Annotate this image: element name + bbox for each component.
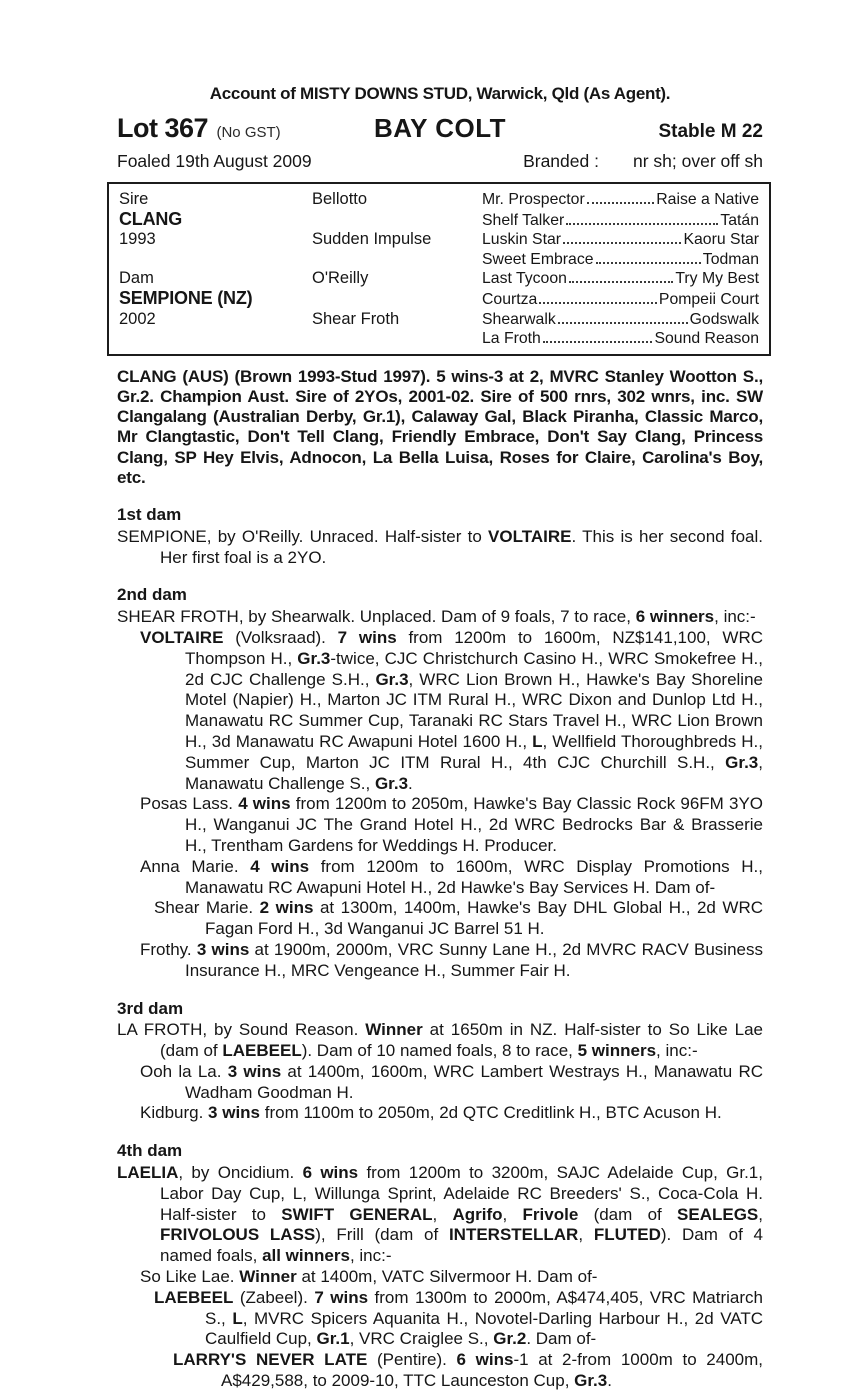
pedigree-ancestor-pair [482, 311, 759, 330]
emphasized-text: L [232, 1308, 243, 1328]
emphasized-text: 7 wins [314, 1287, 369, 1307]
entry-text: , [578, 1225, 594, 1245]
pedigree-horse-name: SEMPIONE (NZ) [119, 287, 253, 308]
entry-text: , [432, 1204, 453, 1224]
ancestor-sire-name: Kaoru Star [683, 231, 759, 249]
entry-text: SHEAR FROTH, by Shearwalk. Unplaced. Dam of 9 foals, 7 to race, [117, 607, 636, 627]
ancestor-name: Sweet Embrace [482, 250, 594, 268]
ancestor-sire-name: Pompeii Court [658, 290, 759, 308]
emphasized-text: Gr.3 [375, 669, 409, 689]
pedigree-row [119, 269, 759, 289]
entry-text: at 1650m in NZ. Half-sister to So Like Lae (dam of [160, 1020, 764, 1061]
pedigree-entry [117, 527, 763, 569]
stable-number: Stable M 22 [658, 121, 763, 142]
pedigree-row [119, 190, 759, 210]
ancestor-name: Luskin Star [482, 231, 562, 249]
pedigree-entry [117, 1350, 763, 1392]
emphasized-text: 6 winners [635, 607, 715, 627]
entry-text: ), Frill (dam of [315, 1225, 449, 1245]
emphasized-text: Gr.2 [493, 1329, 527, 1349]
entry-text: ). Dam of 4 named foals, [160, 1225, 764, 1266]
pedigree-entry [117, 1163, 763, 1267]
dotted-leader [566, 223, 718, 225]
emphasized-text: Gr.3 [574, 1371, 608, 1391]
dotted-leader [563, 242, 681, 244]
emphasized-text: 3 wins [196, 939, 250, 959]
entry-text: from 1200m to 1600m, WRC Display Promotions H., Manawatu RC Awapuni Hotel H., 2d Hawke's Bay Services H. Dam of- [185, 856, 764, 897]
pedigree-entry [117, 1103, 763, 1124]
emphasized-text: LAEBEEL [222, 1041, 302, 1061]
entry-text: (dam of [578, 1204, 678, 1224]
foaled-date: Foaled 19th August 2009 [117, 151, 312, 171]
emphasized-text: LAEBEEL [154, 1287, 234, 1307]
emphasized-text: 2 wins [259, 898, 314, 918]
pedigree-row [119, 289, 759, 310]
dotted-leader [558, 322, 688, 324]
branded-value: nr sh; over off sh [632, 151, 763, 171]
ancestor-sire-name: Todman [702, 250, 759, 268]
pedigree-entry [117, 898, 763, 940]
dotted-leader [543, 341, 653, 343]
foaled-row [117, 151, 763, 172]
dotted-leader [569, 281, 673, 283]
pedigree-entry [117, 940, 763, 982]
dam-section-heading: 2nd dam [117, 585, 187, 605]
emphasized-text: 6 wins [456, 1350, 514, 1370]
entry-text: , by Oncidium. [178, 1163, 303, 1183]
entry-text: LA FROTH, by Sound Reason. [117, 1020, 366, 1040]
entry-text: . Dam of- [526, 1329, 597, 1349]
entry-text: (Pentire). [367, 1350, 457, 1370]
emphasized-text: Gr.3 [297, 648, 331, 668]
emphasized-text: 6 wins [302, 1163, 359, 1183]
dam-section-heading: 1st dam [117, 504, 182, 524]
branded-label: Branded : [523, 151, 599, 171]
ancestor-sire-name: Godswalk [689, 310, 759, 328]
emphasized-text: FRIVOLOUS LASS [160, 1225, 316, 1245]
pedigree-grandparent [312, 211, 482, 230]
entry-text: , Wellfield Thoroughbreds H., Summer Cup, Marton JC ITM Rural H., 4th CJC Churchill S.H., [185, 731, 763, 772]
emphasized-text: Agrifo [452, 1204, 503, 1224]
entry-text: Shear Marie. [154, 898, 260, 918]
ancestor-sire-name: Raise a Native [656, 191, 759, 208]
ancestor-sire-name: Sound Reason [654, 330, 759, 348]
pedigree-grandparent [312, 329, 482, 348]
pedigree-grandparent: O'Reilly [312, 269, 369, 288]
pedigree-grandparent [312, 290, 482, 309]
page-content [117, 84, 763, 1392]
pedigree-grandparent: Sudden Impulse [312, 230, 432, 249]
pedigree-ancestor-pair [482, 212, 759, 231]
entry-text: at 1300m, 1400m, Hawke's Bay DHL Global H., 2d WRC Fagan Ford H., 3d Wanganui JC Barrel 51 H. [205, 898, 763, 939]
pedigree-row [119, 310, 759, 330]
entry-text: Posas Lass. [140, 794, 239, 814]
pedigree-ancestor-pair [482, 191, 759, 210]
pedigree-ancestor-pair [482, 330, 759, 349]
lot-row [117, 113, 763, 144]
entry-text: at 1900m, 2000m, VRC Sunny Lane H., 2d MVRC RACV Business Insurance H., MRC Vengeance H., Summer Fair H. [185, 939, 763, 980]
pedigree-entry [117, 857, 763, 899]
pedigree-col1: 2002 [119, 309, 156, 328]
pedigree-grandparent: Bellotto [312, 190, 368, 208]
entry-text: , MVRC Spicers Aquanita H., Novotel-Darling Harbour H., 2d VATC Caulfield Cup, [205, 1308, 764, 1349]
emphasized-text: 5 winners [577, 1041, 657, 1061]
entry-text: -1 at 2-from 1000m to 2400m, A$429,588, to 2009-10, TTC Launceston Cup, [221, 1350, 764, 1391]
emphasized-text: FLUTED [593, 1225, 661, 1245]
entry-text: SEMPIONE, by O'Reilly. Unraced. Half-sister to [117, 526, 489, 546]
entry-text: ). Dam of 10 named foals, 8 to race, [301, 1041, 578, 1061]
branded-group [523, 151, 763, 172]
emphasized-text: 4 wins [250, 856, 310, 876]
pedigree-row [119, 230, 759, 250]
entry-text: , [502, 1204, 523, 1224]
entry-text: , [758, 1204, 763, 1224]
dam-section-heading: 4th dam [117, 1141, 183, 1161]
emphasized-text: SEALEGS [677, 1204, 759, 1224]
pedigree-row [119, 329, 759, 349]
pedigree-entry [117, 1288, 763, 1350]
sire-summary: CLANG (AUS) (Brown 1993-Stud 1997). 5 wins-3 at 2, MVRC Stanley Wootton S., Gr.2. Champion Aust. Sire of 2YOs, 2001-02. Sire of 500 rnrs, 302 wnrs, inc. SW Clangalang (Australian Derby, Gr.1), Calaway Gal, Black Piranha, Classic Marco, Mr Clangtastic, Don't Tell Clang, Friendly Embrace, Don't Say Clang, Princess Clang, SP Hey Elvis, Adnocon, La Bella Luisa, Roses for Claire, Carolina's Boy, etc. [117, 366, 763, 487]
pedigree-grandparent [312, 250, 482, 269]
pedigree-table [107, 182, 771, 356]
pedigree-row [119, 210, 759, 231]
entry-text: , inc:- [656, 1041, 698, 1061]
entry-text: , inc:- [349, 1246, 392, 1266]
ancestor-name: La Froth [482, 330, 541, 348]
pedigree-ancestor-pair [482, 291, 759, 310]
emphasized-text: L [532, 731, 543, 751]
lot-left [117, 113, 347, 144]
pedigree-grandparent: Shear Froth [312, 309, 400, 328]
ancestor-sire-name: Try My Best [675, 270, 759, 288]
dotted-leader [587, 202, 655, 204]
entry-text: at 1400m, VATC Silvermoor H. Dam of- [296, 1267, 598, 1287]
pedigree-entry [117, 1267, 763, 1288]
emphasized-text: Gr.3 [725, 752, 759, 772]
pedigree-ancestor-pair [482, 251, 759, 270]
ancestor-sire-name: Tatán [720, 211, 759, 229]
emphasized-text: Gr.1 [316, 1329, 350, 1349]
emphasized-text: LAELIA [117, 1163, 179, 1183]
entry-text: from 1200m to 2050m, Hawke's Bay Classic Rock 96FM 3YO H., Wanganui JC The Grand Hotel H., 2d WRC Bedrocks Bar & Brasserie H., Trentham Gardens for Weddings H. Producer. [185, 794, 764, 855]
emphasized-text: LARRY'S NEVER LATE [173, 1350, 368, 1370]
ancestor-name: Last Tycoon [482, 270, 567, 288]
pedigree-ancestor-pair [482, 270, 759, 289]
dotted-leader [596, 262, 701, 264]
entry-text: , inc:- [714, 607, 756, 627]
entry-text: , WRC Lion Brown H., Hawke's Bay Shoreline Motel (Napier) H., Marton JC ITM Rural H., WRC Dixon and Dunlop Ltd H., Manawatu RC Summer Cup, Taranaki RC Stars Travel H., WRC Lion Brown H., 3d Manawatu RC Awapuni Hotel 1600 H., [185, 669, 763, 751]
account-line: Account of MISTY DOWNS STUD, Warwick, Qld (As Agent). [209, 84, 671, 103]
emphasized-text: 3 wins [208, 1103, 261, 1123]
pedigree-entry [117, 607, 763, 628]
ancestor-name: Mr. Prospector [482, 191, 585, 208]
emphasized-text: 7 wins [337, 627, 397, 647]
entry-text: So Like Lae. [140, 1267, 240, 1287]
ancestor-name: Shearwalk [482, 310, 556, 328]
emphasized-text: Gr.3 [374, 773, 409, 793]
gst-note: (No GST) [216, 124, 281, 141]
pedigree-ancestor-pair [482, 231, 759, 250]
pedigree-horse-name: CLANG [119, 208, 182, 229]
entry-text: Ooh la La. [140, 1061, 228, 1081]
entry-text: . This is her second foal. Her first foal is a 2YO. [160, 526, 763, 567]
emphasized-text: 4 wins [238, 794, 291, 814]
entry-text: , VRC Craiglee S., [349, 1329, 494, 1349]
entry-text: from 1300m to 2000m, A$474,405, VRC Matriarch S., [205, 1287, 763, 1328]
pedigree-entry [117, 1020, 763, 1062]
dam-section-heading: 3rd dam [117, 998, 184, 1018]
dam-sections [117, 505, 763, 1392]
emphasized-text: VOLTAIRE [140, 627, 224, 647]
emphasized-text: Frivole [522, 1204, 579, 1224]
ancestor-name: Shelf Talker [482, 211, 565, 229]
entry-text: , Manawatu Challenge S., [185, 752, 763, 793]
entry-text: . [607, 1371, 612, 1391]
entry-text: Kidburg. [140, 1103, 209, 1123]
emphasized-text: VOLTAIRE [488, 526, 572, 546]
entry-text: -twice, CJC Christchurch Casino H., WRC Smokefree H., 2d CJC Challenge S.H., [185, 648, 763, 689]
pedigree-col1 [119, 329, 312, 348]
lot-number: Lot 367 [117, 113, 209, 143]
pedigree-entry [117, 1062, 763, 1104]
pedigree-col1: Dam [119, 269, 154, 288]
pedigree-col1: 1993 [119, 230, 156, 249]
emphasized-text: Winner [239, 1267, 297, 1287]
ancestor-name: Courtza [482, 290, 538, 308]
emphasized-text: SWIFT GENERAL [281, 1204, 433, 1224]
entry-text: . [408, 773, 413, 793]
pedigree-col1: Sire [119, 190, 149, 208]
horse-title: BAY COLT [373, 113, 507, 143]
entry-text: Frothy. [140, 939, 197, 959]
pedigree-entry [117, 628, 763, 794]
entry-text: from 1200m to 3200m, SAJC Adelaide Cup, Gr.1, Labor Day Cup, L, Willunga Sprint, Adelaide RC Breeders' S., Coca-Cola H. Half-sister to [160, 1163, 763, 1224]
entry-text: at 1400m, 1600m, WRC Lambert Westrays H., Manawatu RC Wadham Goodman H. [185, 1061, 763, 1102]
entry-text: from 1200m to 1600m, NZ$141,100, WRC Thompson H., [185, 627, 764, 668]
emphasized-text: Winner [365, 1020, 423, 1040]
emphasized-text: all winners [262, 1246, 350, 1266]
dotted-leader [539, 302, 657, 304]
emphasized-text: INTERSTELLAR [448, 1225, 579, 1245]
entry-text: (Volksraad). [223, 627, 338, 647]
pedigree-row [119, 250, 759, 270]
entry-text: Anna Marie. [140, 856, 251, 876]
pedigree-col1 [119, 250, 312, 269]
entry-text: from 1100m to 2050m, 2d QTC Creditlink H., BTC Acuson H. [260, 1103, 722, 1123]
emphasized-text: 3 wins [227, 1061, 282, 1081]
entry-text: (Zabeel). [233, 1287, 315, 1307]
pedigree-entry [117, 794, 763, 856]
